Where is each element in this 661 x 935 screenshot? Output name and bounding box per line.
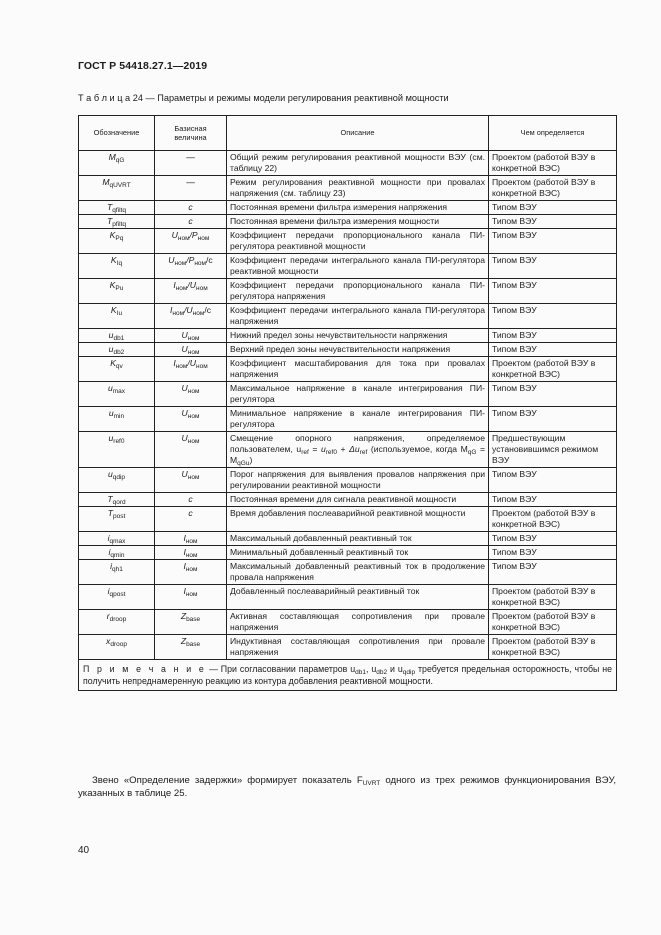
param-symbol: $K_{qv}$	[79, 357, 155, 382]
param-base-unit: $U_{ном}/P_{ном}/c$	[155, 254, 227, 279]
param-symbol: $u_{qdip}$	[79, 468, 155, 493]
param-description: Постоянная времени фильтра измерения напряжения	[227, 201, 489, 215]
param-description: Верхний предел зоны нечувствительности напряжения	[227, 343, 489, 357]
param-symbol: $M_{qG}$	[79, 151, 155, 176]
param-symbol: $u_{db2}$	[79, 343, 155, 357]
param-symbol: $i_{qh1}$	[79, 560, 155, 585]
table-row	[79, 254, 617, 279]
param-determined-by: Проектом (работой ВЭУ в конкретной ВЭС)	[489, 151, 617, 176]
table-row	[79, 468, 617, 493]
table-row	[79, 229, 617, 254]
param-determined-by: Проектом (работой ВЭУ в конкретной ВЭС)	[489, 585, 617, 610]
param-base-unit: —	[155, 151, 227, 176]
table-note-row	[79, 660, 617, 691]
param-base-unit: $U_{ном}$	[155, 407, 227, 432]
param-description: Коэффициент передачи пропорционального канала ПИ-регулятора реактивной мощности	[227, 229, 489, 254]
param-determined-by: Типом ВЭУ	[489, 407, 617, 432]
param-base-unit: $U_{ном}$	[155, 343, 227, 357]
param-description: Постоянная времени фильтра измерения мощности	[227, 215, 489, 229]
column-header-base: Базисная величина	[155, 116, 227, 151]
table-caption	[78, 93, 449, 103]
param-description: Режим регулирования реактивной мощности при провалах напряжения (см. таблицу 23)	[227, 176, 489, 201]
param-symbol: $u_{min}$	[79, 407, 155, 432]
param-symbol: $K_{Pq}$	[79, 229, 155, 254]
param-symbol: $u_{max}$	[79, 382, 155, 407]
param-determined-by: Предшествующим установившимся режимом ВЭУ	[489, 432, 617, 468]
param-determined-by: Проектом (работой ВЭУ в конкретной ВЭС)	[489, 176, 617, 201]
param-determined-by: Проектом (работой ВЭУ в конкретной ВЭС)	[489, 357, 617, 382]
param-description: Коэффициент передачи интегрального канала ПИ-регулятора реактивной мощности	[227, 254, 489, 279]
param-description: Смещение опорного напряжения, определяемое пользователем, $u_{ref} = u_{ref0} + \Delta u_{ref}$ (используемое, когда $M_{qG} = M_{qGu}$)	[227, 432, 489, 468]
table-row	[79, 176, 617, 201]
table-row	[79, 546, 617, 560]
param-determined-by: Проектом (работой ВЭУ в конкретной ВЭС)	[489, 635, 617, 660]
param-determined-by: Типом ВЭУ	[489, 215, 617, 229]
column-header-determined-by: Чем определяется	[489, 116, 617, 151]
param-base-unit: $I_{ном}$	[155, 546, 227, 560]
param-base-unit: c	[155, 493, 227, 507]
param-symbol: $i_{qmin}$	[79, 546, 155, 560]
column-header-symbol: Обозначение	[79, 116, 155, 151]
param-symbol: $i_{qpost}$	[79, 585, 155, 610]
param-symbol: $T_{pfiltq}$	[79, 215, 155, 229]
table-row	[79, 201, 617, 215]
param-symbol: $T_{qfiltq}$	[79, 201, 155, 215]
table-row	[79, 560, 617, 585]
table-row	[79, 493, 617, 507]
param-symbol: $u_{db1}$	[79, 329, 155, 343]
table-row	[79, 585, 617, 610]
param-base-unit: $Z_{base}$	[155, 610, 227, 635]
param-description: Максимальный добавленный реактивный ток в продолжение провала напряжения	[227, 560, 489, 585]
table-row	[79, 507, 617, 532]
param-base-unit: c	[155, 215, 227, 229]
param-determined-by: Типом ВЭУ	[489, 279, 617, 304]
param-symbol: $K_{Pu}$	[79, 279, 155, 304]
param-symbol: $M_{qUVRT}$	[79, 176, 155, 201]
param-description: Минимальный добавленный реактивный ток	[227, 546, 489, 560]
param-symbol: $i_{qmax}$	[79, 532, 155, 546]
table-row	[79, 357, 617, 382]
param-symbol: $r_{droop}$	[79, 610, 155, 635]
table-row	[79, 532, 617, 546]
param-description: Добавленный послеаварийный реактивный ток	[227, 585, 489, 610]
param-base-unit: c	[155, 507, 227, 532]
param-determined-by: Типом ВЭУ	[489, 329, 617, 343]
param-determined-by: Типом ВЭУ	[489, 254, 617, 279]
param-description: Порог напряжения для выявления провалов напряжения при регулировании реактивной мощности	[227, 468, 489, 493]
table-row	[79, 279, 617, 304]
param-base-unit: $I_{ном}$	[155, 532, 227, 546]
body-paragraph: Звено «Определение задержки» формирует показатель $F_{UVRT}$ одного из трех режимов функционирования ВЭУ, указанных в таблице 25.	[78, 775, 616, 799]
param-symbol: $x_{droop}$	[79, 635, 155, 660]
table-row	[79, 343, 617, 357]
param-base-unit: $I_{ном}/U_{ном}$	[155, 357, 227, 382]
param-description: Минимальное напряжение в канале интегрирования ПИ-регулятора	[227, 407, 489, 432]
param-description: Коэффициент передачи пропорционального канала ПИ-регулятора напряжения	[227, 279, 489, 304]
table-row	[79, 329, 617, 343]
param-description: Максимальное напряжение в канале интегрирования ПИ-регулятора	[227, 382, 489, 407]
table-row	[79, 610, 617, 635]
param-determined-by: Типом ВЭУ	[489, 546, 617, 560]
param-description: Коэффициент масштабирования для тока при провалах напряжения	[227, 357, 489, 382]
param-description: Коэффициент передачи интегрального канала ПИ-регулятора напряжения	[227, 304, 489, 329]
param-determined-by: Проектом (работой ВЭУ в конкретной ВЭС)	[489, 610, 617, 635]
param-symbol: $T_{post}$	[79, 507, 155, 532]
document-header: ГОСТ Р 54418.27.1—2019	[78, 60, 208, 72]
param-description: Время добавления послеаварийной реактивной мощности	[227, 507, 489, 532]
param-base-unit: $U_{ном}$	[155, 329, 227, 343]
param-determined-by: Типом ВЭУ	[489, 493, 617, 507]
param-base-unit: $I_{ном}$	[155, 560, 227, 585]
table-row	[79, 151, 617, 176]
param-base-unit: c	[155, 201, 227, 215]
param-symbol: $T_{qord}$	[79, 493, 155, 507]
page-number: 40	[78, 845, 90, 856]
table-row	[79, 432, 617, 468]
param-determined-by: Типом ВЭУ	[489, 382, 617, 407]
param-determined-by: Типом ВЭУ	[489, 201, 617, 215]
table-note: П р и м е ч а н и е — При согласовании параметров $u_{db1}$, $u_{db2}$ и $u_{qdip}$ требуется предельная осторожность, чтобы не получить непреднамеренную реакцию из контура добавления реактивной мощности.	[79, 660, 617, 691]
param-description: Активная составляющая сопротивления при провале напряжения	[227, 610, 489, 635]
param-base-unit: $I_{ном}/U_{ном}$	[155, 279, 227, 304]
param-base-unit: $U_{ном}$	[155, 468, 227, 493]
param-determined-by: Проектом (работой ВЭУ в конкретной ВЭС)	[489, 507, 617, 532]
parameters-table	[78, 115, 617, 691]
table-caption-text: 24 — Параметры и режимы модели регулирования реактивной мощности	[130, 93, 449, 103]
table-row	[79, 407, 617, 432]
param-symbol: $u_{ref0}$	[79, 432, 155, 468]
param-determined-by: Типом ВЭУ	[489, 304, 617, 329]
param-base-unit: $U_{ном}/P_{ном}$	[155, 229, 227, 254]
param-determined-by: Типом ВЭУ	[489, 343, 617, 357]
param-determined-by: Типом ВЭУ	[489, 560, 617, 585]
table-row	[79, 304, 617, 329]
column-header-description: Описание	[227, 116, 489, 151]
param-symbol: $K_{Iq}$	[79, 254, 155, 279]
param-base-unit: —	[155, 176, 227, 201]
table-row	[79, 382, 617, 407]
param-determined-by: Типом ВЭУ	[489, 532, 617, 546]
param-base-unit: $U_{ном}$	[155, 382, 227, 407]
param-base-unit: $U_{ном}$	[155, 432, 227, 468]
param-determined-by: Типом ВЭУ	[489, 229, 617, 254]
param-description: Индуктивная составляющая сопротивления при провале напряжения	[227, 635, 489, 660]
table-row	[79, 215, 617, 229]
param-description: Общий режим регулирования реактивной мощности ВЭУ (см. таблицу 22)	[227, 151, 489, 176]
param-base-unit: $I_{ном}/U_{ном}/c$	[155, 304, 227, 329]
param-description: Максимальный добавленный реактивный ток	[227, 532, 489, 546]
param-description: Постоянная времени для сигнала реактивной мощности	[227, 493, 489, 507]
param-symbol: $K_{Iu}$	[79, 304, 155, 329]
param-base-unit: $Z_{base}$	[155, 635, 227, 660]
table-caption-label: Т а б л и ц а	[78, 93, 131, 103]
param-base-unit: $I_{ном}$	[155, 585, 227, 610]
param-determined-by: Типом ВЭУ	[489, 468, 617, 493]
table-header-row	[79, 116, 617, 151]
table-row	[79, 635, 617, 660]
param-description: Нижний предел зоны нечувствительности напряжения	[227, 329, 489, 343]
note-label: П р и м е ч а н и е	[83, 664, 207, 674]
